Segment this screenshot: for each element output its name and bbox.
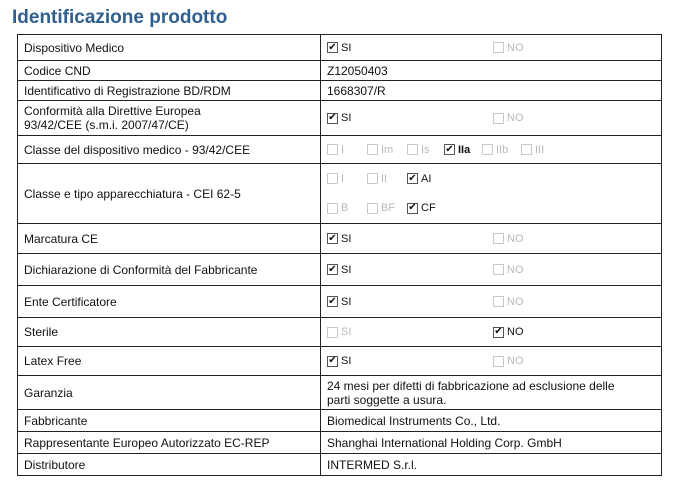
checkbox-box [327, 173, 338, 184]
checkbox-si[interactable]: ✔ SI [327, 295, 351, 309]
checkbox-box [367, 203, 378, 214]
checkbox-box [482, 144, 493, 155]
checkbox-no[interactable]: NO [493, 295, 524, 309]
row-value: Shanghai International Holding Corp. GmbH [321, 432, 662, 454]
row-classe-tipo [18, 164, 662, 224]
checkbox-no[interactable]: NO [493, 41, 524, 55]
checkbox-tipo-bf[interactable]: BF [367, 201, 395, 215]
row-label: Rappresentante Europeo Autorizzato EC-REP [18, 432, 321, 454]
checkbox-classe-iib[interactable]: IIb [482, 143, 508, 157]
checkbox-tipo-cf[interactable]: ✔ CF [407, 201, 436, 215]
row-value: 24 mesi per difetti di fabbricazione ad esclusione delle parti soggette a usura. [321, 376, 662, 410]
row-marcatura-ce [18, 224, 662, 254]
row-label: Conformità alla Direttive Europea 93/42/CEE (s.m.i. 2007/47/CE) [18, 101, 321, 136]
checkbox-box [327, 203, 338, 214]
product-identification-table [17, 34, 662, 476]
checkbox-no[interactable]: NO [493, 232, 524, 246]
row-value: Biomedical Instruments Co., Ltd. [321, 410, 662, 432]
checkbox-box [327, 327, 338, 338]
checkbox-box [327, 233, 338, 244]
page-title: Identificazione prodotto [12, 7, 228, 28]
checkbox-classe-iia[interactable]: ✔ IIa [444, 143, 470, 157]
row-classe-dispositivo [18, 136, 662, 164]
checkbox-si[interactable]: SI [327, 325, 351, 339]
checkbox-si[interactable]: ✔ SI [327, 232, 351, 246]
row-garanzia [18, 376, 662, 410]
checkbox-box [444, 144, 455, 155]
checkbox-classe-is[interactable]: Is [407, 143, 430, 157]
checkbox-box [493, 113, 504, 124]
checkbox-box [367, 173, 378, 184]
checkbox-tipo-b[interactable]: B [327, 201, 348, 215]
row-sterile [18, 318, 662, 347]
checkbox-no[interactable]: ✔ NO [493, 325, 524, 339]
row-label: Dispositivo Medico [18, 35, 321, 61]
row-label: Dichiarazione di Conformità del Fabbricante [18, 254, 321, 286]
row-label: Garanzia [18, 376, 321, 410]
row-dispositivo-medico [18, 35, 662, 61]
checkbox-box [327, 113, 338, 124]
checkbox-si[interactable]: ✔ SI [327, 111, 351, 125]
row-conformita [18, 101, 662, 136]
row-label: Sterile [18, 318, 321, 347]
checkbox-box [493, 327, 504, 338]
row-label: Latex Free [18, 347, 321, 376]
row-ente-certificatore [18, 286, 662, 318]
row-label: Classe del dispositivo medico - 93/42/CEE [18, 136, 321, 164]
row-value: 1668307/R [321, 81, 662, 101]
checkbox-no[interactable]: NO [493, 111, 524, 125]
checkbox-si[interactable]: ✔ SI [327, 354, 351, 368]
row-label: Fabbricante [18, 410, 321, 432]
checkbox-box [493, 356, 504, 367]
checkbox-si[interactable]: ✔ SI [327, 41, 351, 55]
checkbox-classe-iii[interactable]: III [521, 143, 544, 157]
checkbox-si[interactable]: ✔ SI [327, 263, 351, 277]
row-fabbricante [18, 410, 662, 432]
checkbox-box [493, 264, 504, 275]
row-label: Identificativo di Registrazione BD/RDM [18, 81, 321, 101]
row-label: Marcatura CE [18, 224, 321, 254]
checkbox-box [327, 264, 338, 275]
row-label: Ente Certificatore [18, 286, 321, 318]
checkbox-box [493, 233, 504, 244]
checkbox-box [327, 296, 338, 307]
checkbox-tipo-i[interactable]: I [327, 172, 344, 186]
checkbox-no[interactable]: NO [493, 263, 524, 277]
checkbox-classe-im[interactable]: Im [367, 143, 393, 157]
row-label: Distributore [18, 454, 321, 476]
checkbox-box [521, 144, 532, 155]
row-codice-cnd [18, 61, 662, 81]
row-label: Codice CND [18, 61, 321, 81]
row-latex-free [18, 347, 662, 376]
row-value: Z12050403 [321, 61, 662, 81]
checkbox-box [327, 42, 338, 53]
checkbox-box [407, 203, 418, 214]
row-dichiarazione [18, 254, 662, 286]
checkbox-box [327, 144, 338, 155]
checkbox-box [367, 144, 378, 155]
checkbox-box [493, 42, 504, 53]
checkbox-tipo-ai[interactable]: ✔ AI [407, 172, 431, 186]
row-value: INTERMED S.r.l. [321, 454, 662, 476]
checkbox-classe-i[interactable]: I [327, 143, 344, 157]
row-rappresentante [18, 432, 662, 454]
row-identificativo [18, 81, 662, 101]
checkbox-no[interactable]: NO [493, 354, 524, 368]
checkbox-box [327, 356, 338, 367]
checkbox-box [407, 144, 418, 155]
checkbox-box [493, 296, 504, 307]
row-label: Classe e tipo apparecchiatura - CEI 62-5 [18, 164, 321, 224]
checkbox-box [407, 173, 418, 184]
checkbox-tipo-ii[interactable]: II [367, 172, 387, 186]
row-distributore [18, 454, 662, 476]
